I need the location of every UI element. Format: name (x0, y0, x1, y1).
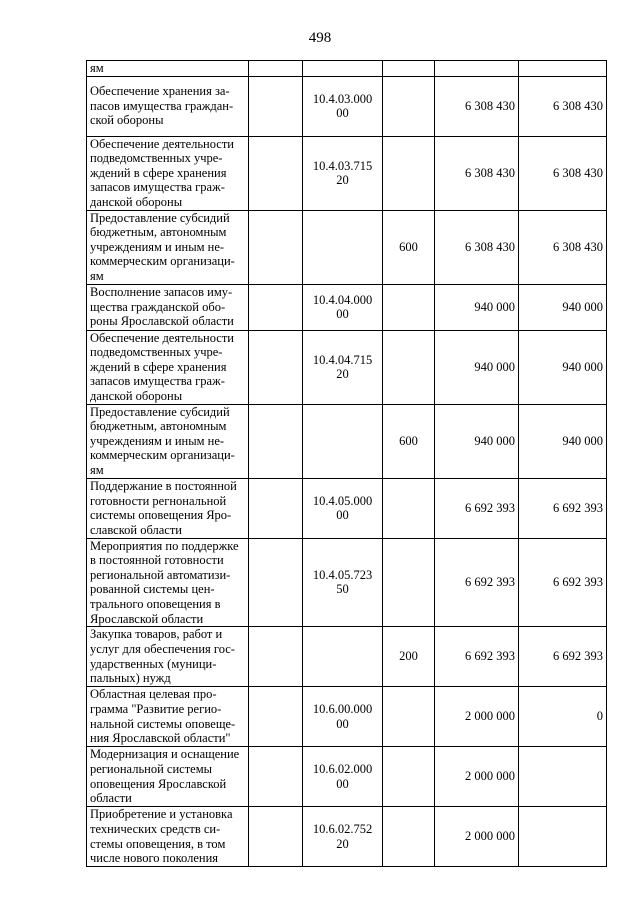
row-code-cell (303, 404, 383, 478)
row-amount-2-cell: 6 308 430 (519, 76, 607, 136)
table-row (87, 404, 607, 478)
row-name-cell: Обеспечение деятельности подведомственных учре- ждений в сфере хранения запасов имущества граж- данской обороны (87, 330, 249, 404)
row-name-cell: Поддержание в постоянной готовности регнональной системы оповещения Яро- славской области (87, 478, 249, 538)
table-row (87, 284, 607, 330)
row-amount-1-cell: 6 308 430 (435, 76, 519, 136)
row-amount-1-cell: 2 000 000 (435, 747, 519, 807)
row-amount-1-cell (435, 61, 519, 77)
row-name-cell: Мероприятия по поддержке в постоянной готовности региональной автоматизи- рованной системы цен- трального оповещения в Ярославской области (87, 538, 249, 627)
row-amount-1-cell: 6 692 393 (435, 627, 519, 687)
row-amount-1-cell: 6 692 393 (435, 538, 519, 627)
row-expense-type-cell (383, 61, 435, 77)
row-code-cell (303, 210, 383, 284)
row-expense-type-cell (383, 538, 435, 627)
row-name-cell: Приобретение и установка технических средств си- стемы оповещения, в том числе нового поколения (87, 807, 249, 867)
row-amount-2-cell: 940 000 (519, 330, 607, 404)
row-section-cell (249, 747, 303, 807)
row-name-cell: ям (87, 61, 249, 77)
row-amount-2-cell: 940 000 (519, 284, 607, 330)
row-amount-1-cell: 2 000 000 (435, 807, 519, 867)
row-code-cell: 10.4.04.715 20 (303, 330, 383, 404)
row-expense-type-cell (383, 136, 435, 210)
row-code-cell (303, 61, 383, 77)
table-row (87, 210, 607, 284)
row-expense-type-cell (383, 807, 435, 867)
row-section-cell (249, 404, 303, 478)
row-amount-2-cell: 6 692 393 (519, 478, 607, 538)
row-expense-type-cell (383, 747, 435, 807)
row-code-cell: 10.6.02.752 20 (303, 807, 383, 867)
row-amount-1-cell: 940 000 (435, 330, 519, 404)
row-section-cell (249, 687, 303, 747)
row-expense-type-cell: 600 (383, 404, 435, 478)
row-name-cell: Областная целевая про- грамма "Развитие регио- нальной системы оповеще- ния Ярославской области" (87, 687, 249, 747)
row-section-cell (249, 136, 303, 210)
table-row (87, 330, 607, 404)
table-row (87, 687, 607, 747)
row-code-cell: 10.6.02.000 00 (303, 747, 383, 807)
row-name-cell: Предоставление субсидий бюджетным, автономным учреждениям и иным не- коммерческим организаци- ям (87, 404, 249, 478)
table-row (87, 627, 607, 687)
row-amount-1-cell: 6 308 430 (435, 136, 519, 210)
row-amount-1-cell: 940 000 (435, 284, 519, 330)
row-code-cell: 10.6.00.000 00 (303, 687, 383, 747)
row-name-cell: Закупка товаров, работ и услуг для обеспечения гос- ударственных (муници- пальных) нужд (87, 627, 249, 687)
row-amount-2-cell (519, 61, 607, 77)
budget-table (86, 60, 607, 867)
table-row (87, 61, 607, 77)
row-code-cell: 10.4.03.715 20 (303, 136, 383, 210)
budget-table-body (87, 61, 607, 867)
row-code-cell: 10.4.05.000 00 (303, 478, 383, 538)
row-code-cell: 10.4.05.723 50 (303, 538, 383, 627)
page-number: 498 (308, 30, 332, 46)
row-code-cell (303, 627, 383, 687)
row-expense-type-cell: 600 (383, 210, 435, 284)
row-name-cell: Предоставление субсидий бюджетным, автономным учреждениям и иным не- коммерческим организаци- ям (87, 210, 249, 284)
row-expense-type-cell (383, 478, 435, 538)
table-row (87, 538, 607, 627)
row-amount-2-cell: 6 308 430 (519, 210, 607, 284)
row-section-cell (249, 61, 303, 77)
row-name-cell: Восполнение запасов иму- щества гражданской обо- роны Ярославской области (87, 284, 249, 330)
row-section-cell (249, 76, 303, 136)
row-expense-type-cell (383, 76, 435, 136)
table-row (87, 478, 607, 538)
row-amount-2-cell: 6 692 393 (519, 627, 607, 687)
row-section-cell (249, 538, 303, 627)
table-row (87, 76, 607, 136)
row-name-cell: Обеспечение деятельности подведомственных учре- ждений в сфере хранения запасов имущества граж- данской обороны (87, 136, 249, 210)
row-expense-type-cell (383, 687, 435, 747)
row-amount-2-cell: 6 692 393 (519, 538, 607, 627)
row-amount-2-cell (519, 747, 607, 807)
row-amount-2-cell (519, 807, 607, 867)
row-amount-1-cell: 2 000 000 (435, 687, 519, 747)
row-section-cell (249, 627, 303, 687)
row-expense-type-cell (383, 284, 435, 330)
row-amount-2-cell: 940 000 (519, 404, 607, 478)
table-row (87, 807, 607, 867)
table-row (87, 136, 607, 210)
row-section-cell (249, 478, 303, 538)
row-section-cell (249, 284, 303, 330)
row-amount-2-cell: 6 308 430 (519, 136, 607, 210)
row-code-cell: 10.4.03.000 00 (303, 76, 383, 136)
row-code-cell: 10.4.04.000 00 (303, 284, 383, 330)
row-expense-type-cell (383, 330, 435, 404)
row-section-cell (249, 330, 303, 404)
row-amount-1-cell: 940 000 (435, 404, 519, 478)
row-amount-1-cell: 6 692 393 (435, 478, 519, 538)
row-name-cell: Обеспечение хранения за- пасов имущества граждан- ской обороны (87, 76, 249, 136)
row-amount-2-cell: 0 (519, 687, 607, 747)
table-row (87, 747, 607, 807)
row-section-cell (249, 210, 303, 284)
row-name-cell: Модернизация и оснащение региональной системы оповещения Ярославской области (87, 747, 249, 807)
row-section-cell (249, 807, 303, 867)
row-amount-1-cell: 6 308 430 (435, 210, 519, 284)
row-expense-type-cell: 200 (383, 627, 435, 687)
